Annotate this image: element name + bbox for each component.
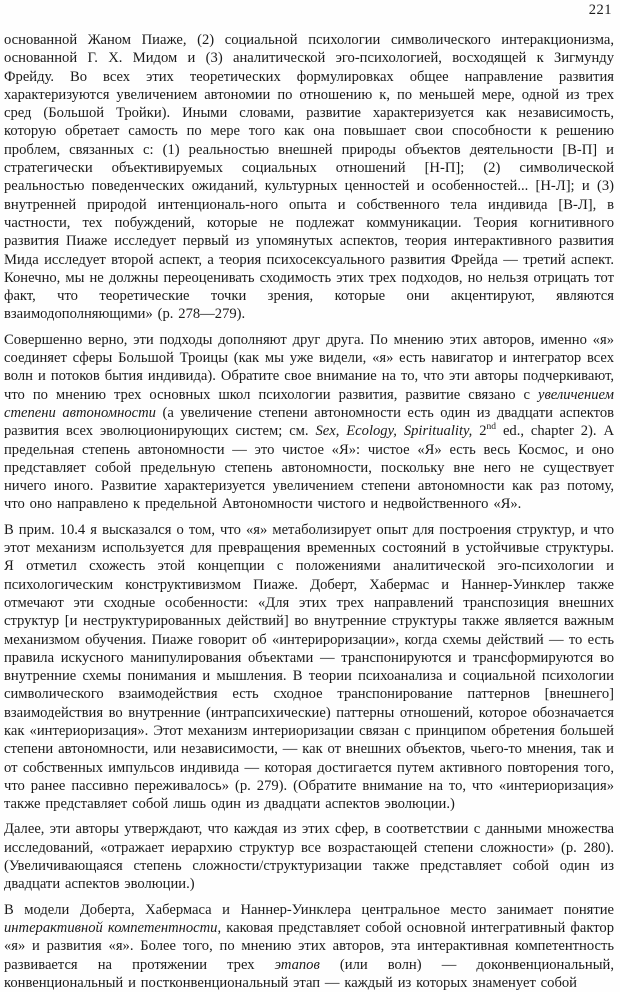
page-number: 221 <box>588 2 612 18</box>
italic-text-run: увеличением степени автономности <box>4 386 614 421</box>
italic-text-run: интерактивной компетентности <box>4 919 218 936</box>
page-text <box>4 31 614 992</box>
text-run: основанной Жаном Пиаже, (2) социальной психологии символического интеракционизма, основанной Г. Х. Мидом и (3) аналитической эго-психологией, восходящей к Зигмунду Фрейду. Во всех этих теоретических формулировках общее направление развития характеризуются увеличением автономии по отношению к, по меньшей мере, одной из трех сред (Большой Тройки). Иными словами, развитие характеризуется как независимость, которую обретает самость по мере того как она повышает свои способности к решению проблем, связанных с: (1) реальностью внешней природы объектов деятельности [В-П] и стратегически объективируемых социальных отношений [Н-П]; (2) символической реальностью поведенческих ожиданий, культурных ценностей и особенностей... [Н-Л]; и (3) внутренней природой интенциональ-ного опыта и собственного тела индивида [В-Л], в частности, тех побуждений, которые не подлежат коммуникации. Теория когнитивного развития Пиаже исследует первый из упомянутых аспектов, теория интерактивного развития Мида исследует второй аспект, а теория психосексуального развития Фрейда — третий аспект. Конечно, мы не должны переоценивать сходимость этих трех подходов, но нельзя отрицать тот факт, что теоретические точки зрения, которые они акцентируют, являются взаимодополняющими» (р. 278—279). <box>4 32 614 323</box>
paragraph <box>4 331 614 514</box>
paragraph <box>4 901 614 992</box>
text-run: Далее, эти авторы утверждают, что каждая из этих сфер, в соответствии с данными множества исследований, «отражает иерархию структур все возрастающей степени сложности» (р. 280). (Увеличивающаяся степень сложности/структуризации также представляет собой один из двадцати аспектов эволюции.) <box>4 821 614 893</box>
text-run: В модели Доберта, Хабермаса и Наннер-Уинклера центральное место занимает понятие <box>4 901 614 918</box>
italic-text-run: Sex, Ecology, Spirituality, <box>315 423 473 440</box>
text-run: Совершенно верно, эти подходы дополняют друг друга. По мнению этих авторов, именно «я» соединяет сферы Большой Троицы (как мы уже видели, «я» есть навигатор и интегратор всех волн и потоков бытия индивида). Обратите свое внимание на то, что эти авторы подчеркивают, что по мнению трех основных школ психологии развития, развитие связано с <box>4 331 614 403</box>
text-run: , каковая представляет собой основной интегративный фактор «я» и развития «я». Более того, по мнению этих авторов, эта интерактивная компетентность развивается на протяжении трех <box>4 919 615 973</box>
italic-text-run: этапов <box>274 956 320 973</box>
paragraph <box>4 521 614 814</box>
text-run: (или волн) — доконвенциональный, конвенциональный и постконвенциональный этап — каждый из которых знаменует собой <box>4 956 614 991</box>
paragraph <box>4 31 614 324</box>
text-run: 2 <box>472 423 487 440</box>
paragraph <box>4 820 614 893</box>
superscript-text-run: nd <box>486 422 497 433</box>
text-run: В прим. 10.4 я высказался о том, что «я» метаболизирует опыт для построения структур, и что этот механизм используется для превращения временных состояний в устойчивые структуры. Я отметил схожесть этой концепции с положениями аналитической эго-психологии и психологическим конструктивизмом Пиаже. Доберт, Хабермас и Наннер-Уинклер также отмечают эти сходные особенности: «Для этих трех направлений транспозиция внешних структур [и неструктурированных действий] во внутренние структуры также является важным механизмом обучения. Пиаже говорит об «интерироризации», когда схемы действий — то есть правила искусного манипулирования объектами — транспонируются и трансформируются во внутренние схемы понимания и мышления. В теории психоанализа и социальной психологии символического взаимодействия есть сходное транспонирование паттернов [внешнего] взаимодействия во внутренние (интрапсихические) паттерны отношений, которое обозначается как «интериоризация». Этот механизм интериоризации связан с принципом обретения большей степени автономности, или независимости, — как от внешних объектов, чьего-то мнения, так и от собственных импульсов индивида — которая достигается путем активного повторения того, что ранее пассивно переживалось» (р. 279). (Обратите внимание на то, что «интериоризация» также представляет собой лишь один из двадцати аспектов эволюции.) <box>4 521 614 813</box>
text-run: (а увеличение степени автономности есть один из двадцати аспектов развития всех эволюционирующих систем; см. <box>4 404 615 440</box>
text-run: ed., chapter 2). А предельная степень автономности — это чистое «Я»: чистое «Я» есть весь Космос, и оно представляет собой предельную степень автономности, поскольку вне него не существует ничего иного. Развитие характеризуется увеличением степени автономности как раз потому, что оно направлено к предельной Автономности чистого и недвойственного «Я». <box>4 423 614 513</box>
